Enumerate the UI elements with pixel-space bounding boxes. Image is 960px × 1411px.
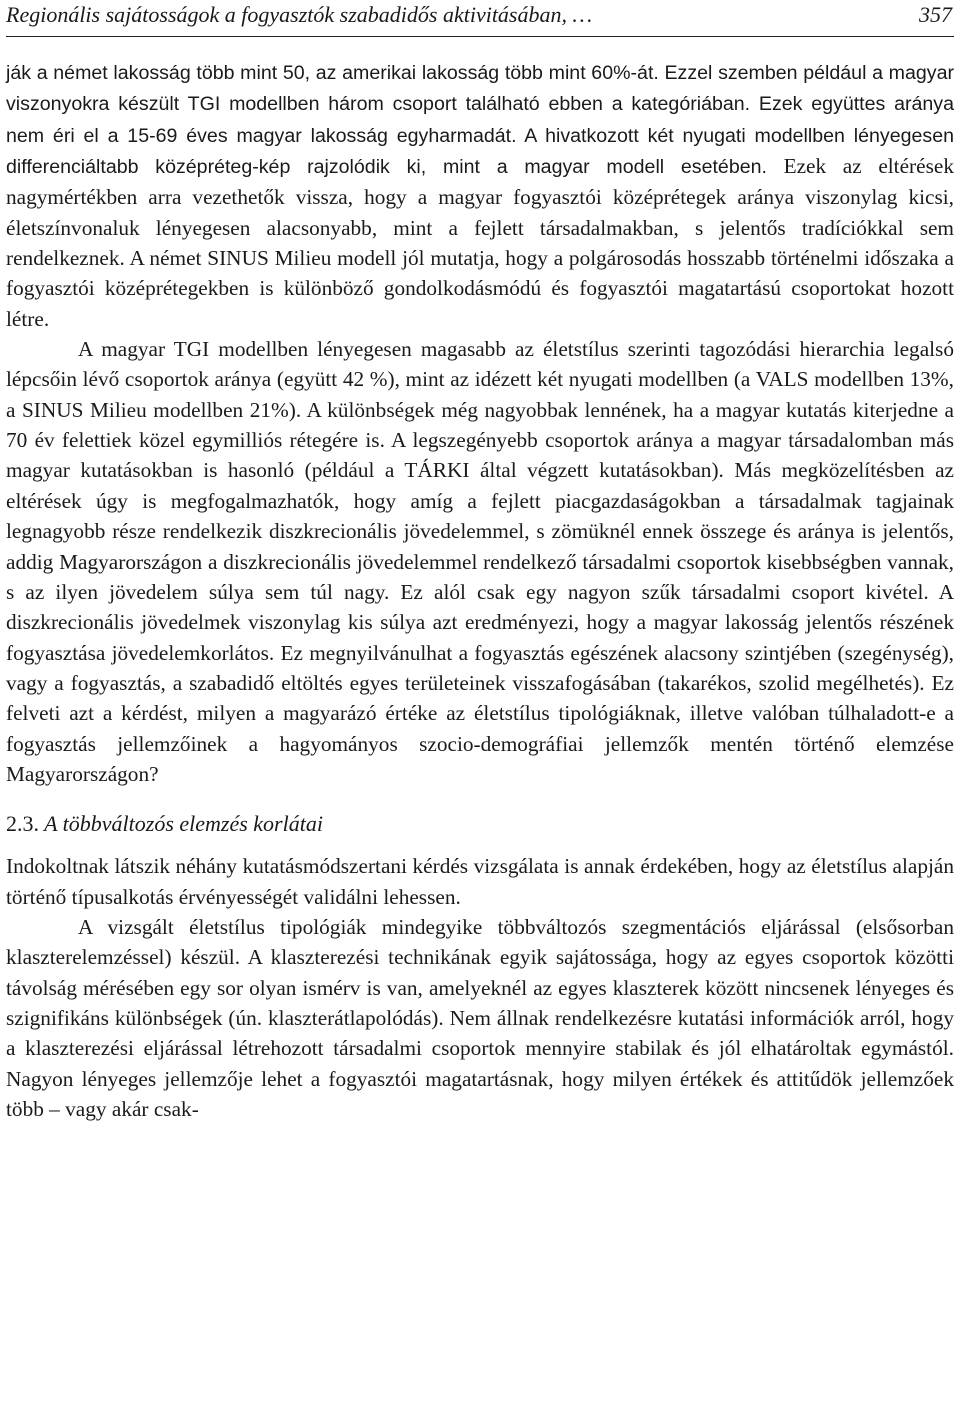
paragraph-1-sans-part: ják a német lakosság több mint 50, az amerikai lakosság több mint 60%-át. Ezzel szemben például a magyar viszonyokra készült TGI modellben három csoport található ebben a kategóriában. Ezek együttes aránya nem éri el a 15-69 éves magyar lakosság egyharmadát. A hivatkozott két nyugati modellben lényegesen differenciáltabb középréteg-kép rajzolódik ki, mint a magyar modell esetében. <box>6 62 954 179</box>
paragraph-2: A magyar TGI modellben lényegesen magasabb az életstílus szerinti tagozódási hierarchia legalsó lépcsőin lévő csoportok aránya (együtt 42 %), mint az idézett két nyugati modellben (a VALS modellben 13%, a SINUS Milieu modellben 21%). A különbségek még nagyobbak lennének, ha a magyar kutatás kiterjedne a 70 év felettiek közel egymilliós rétegére is. A legszegényebb csoportok aránya a magyar társadalomban más magyar kutatásokban is hasonló (például a TÁRKI által végzett kutatásokban). Más megközelítésben az eltérések úgy is megfogalmazhatók, hogy amíg a fejlett piacgazdaságokban a társadalmak tagjainak legnagyobb része rendelkezik diszkrecionális jövedelemmel, s zömüknél ennek összege és aránya is jelentős, addig Magyarországon a diszkrecionális jövedelemmel rendelkező társadalmi csoportok kisebbségben vannak, s az ilyen jövedelem súlya sem túl nagy. Ez alól csak egy nagyon szűk társadalmi csoport kivétel. A diszkrecionális jövedelmek viszonylag kis súlya azt eredményezi, hogy a magyar lakosság jelentős részének fogyasztása jövedelemkorlátos. Ez megnyilvánulhat a fogyasztás egészének alacsony szintjében (szegénység), vagy a fogyasztás, a szabadidő eltöltés egyes területeinek visszafogásában (takarékos, szolid megélhetés). Ez felveti azt a kérdést, milyen a magyarázó értéke az életstílus tipológiáknak, illetve valóban túlhaladott-e a fogyasztás jellemzőinek a hagyományos szocio-demográfiai jellemzők mentén történő elemzése Magyarországon? <box>6 337 954 786</box>
page <box>6 0 954 1124</box>
page-number: 357 <box>919 2 952 27</box>
section-heading <box>6 809 954 839</box>
section-title: A többváltozós elemzés korlátai <box>44 811 323 837</box>
paragraph-1-serif-part: Ezek az eltérések nagymértékben arra vezethetők vissza, hogy a magyar fogyasztói középrétegek aránya viszonylag kicsi, életszínvonaluk lényegesen alacsonyabb, mint a fejlett társadalmakban, s jelentős tradíciókkal sem rendelkeznek. A német SINUS Milieu modell jól mutatja, hogy a polgárosodás hosszabb történelmi időszaka a fogyasztói középrétegekben is különböző gondolkodásmódú és fogyasztói magatartású csoportokat hozott létre. <box>6 154 954 331</box>
paragraph-1 <box>6 57 954 334</box>
paragraph-4: A vizsgált életstílus tipológiák mindegyike többváltozós szegmentációs eljárással (elsősorban klaszterelemzéssel) készül. A klaszterezési technikának egyik sajátossága, hogy az egyes csoportok közötti távolság mérésében egy sor olyan ismérv is van, amelyeknél az egyes klaszterek között nincsenek lényeges és szignifikáns különbségek (ún. klaszterátlapolódás). Nem állnak rendelkezésre kutatási információk arról, hogy a klaszterezési eljárással létrehozott társadalmi csoportok mennyire stabilak és jól elhatároltak egymástól. Nagyon lényeges jellemzője lehet a fogyasztói magatartásnak, hogy milyen értékek és attitűdök jellemzőek több – vagy akár csak- <box>6 914 954 1121</box>
running-title: Regionális sajátosságok a fogyasztók szabadidős aktivitásában, … <box>6 2 593 27</box>
section-number: 2.3. <box>6 811 39 837</box>
running-header <box>6 0 954 37</box>
paragraph-3: Indokoltnak látszik néhány kutatásmódszertani kérdés vizsgálata is annak érdekében, hogy az életstílus alapján történő típusalkotás érvényességét validálni lehessen. <box>6 854 954 909</box>
body-text <box>6 57 954 1124</box>
